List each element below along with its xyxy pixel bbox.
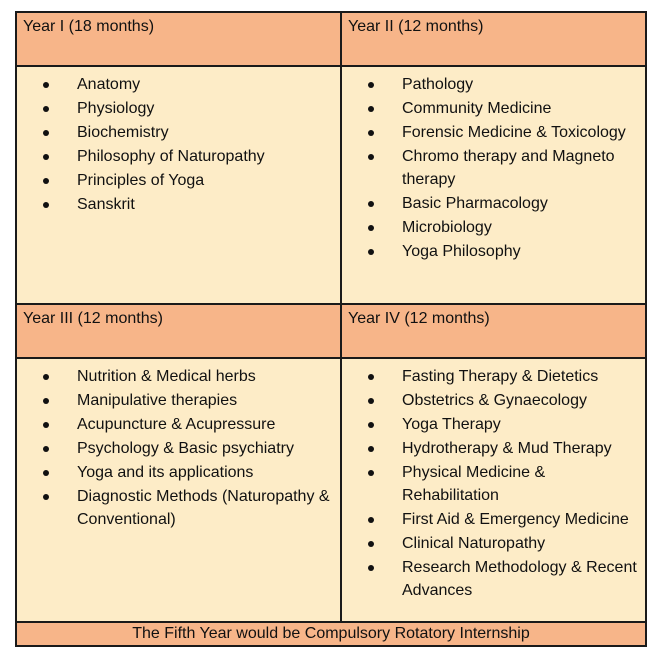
subject-name: Microbiology xyxy=(402,219,492,236)
list-item xyxy=(368,556,641,602)
list-item xyxy=(368,145,641,191)
subject-name: Biochemistry xyxy=(77,124,169,141)
year-2-subjects xyxy=(341,66,646,304)
bullet-icon xyxy=(368,249,374,255)
list-item xyxy=(43,437,336,460)
list-item xyxy=(368,121,641,144)
subject-name: Yoga Therapy xyxy=(402,416,501,433)
bullet-icon xyxy=(43,202,49,208)
bullet-icon xyxy=(43,154,49,160)
bullet-icon xyxy=(43,82,49,88)
bullet-icon xyxy=(368,154,374,160)
list-item xyxy=(43,365,336,388)
list-item xyxy=(368,437,641,460)
table-row xyxy=(16,622,646,646)
list-item xyxy=(368,389,641,412)
subject-list xyxy=(342,359,645,602)
table-row xyxy=(16,12,646,66)
list-item xyxy=(368,240,641,263)
bullet-icon xyxy=(368,106,374,112)
bullet-icon xyxy=(368,130,374,136)
bullet-icon xyxy=(43,178,49,184)
subject-name: Hydrotherapy & Mud Therapy xyxy=(402,440,612,457)
curriculum-table xyxy=(15,11,647,647)
subject-name: Psychology & Basic psychiatry xyxy=(77,440,294,457)
bullet-icon xyxy=(43,470,49,476)
table-row xyxy=(16,358,646,622)
subject-name: Clinical Naturopathy xyxy=(402,535,546,552)
bullet-icon xyxy=(368,225,374,231)
bullet-icon xyxy=(368,374,374,380)
year-3-subjects xyxy=(16,358,341,622)
subject-name: Community Medicine xyxy=(402,100,552,117)
subject-name: Diagnostic Methods (Naturopathy & Conventional) xyxy=(77,488,330,528)
bullet-icon xyxy=(368,565,374,571)
subject-list xyxy=(342,67,645,263)
subject-name: Forensic Medicine & Toxicology xyxy=(402,124,626,141)
list-item xyxy=(368,216,641,239)
subject-name: Basic Pharmacology xyxy=(402,195,548,212)
subject-name: Principles of Yoga xyxy=(77,172,205,189)
bullet-icon xyxy=(368,470,374,476)
subject-list xyxy=(17,359,340,531)
table-row xyxy=(16,66,646,304)
list-item xyxy=(368,97,641,120)
list-item xyxy=(43,413,336,436)
list-item xyxy=(368,508,641,531)
subject-name: Nutrition & Medical herbs xyxy=(77,368,256,385)
subject-name: Chromo therapy and Magneto therapy xyxy=(402,148,615,188)
bullet-icon xyxy=(368,422,374,428)
subject-name: Yoga Philosophy xyxy=(402,243,521,260)
list-item xyxy=(43,97,336,120)
subject-name: Physiology xyxy=(77,100,155,117)
subject-name: First Aid & Emergency Medicine xyxy=(402,511,629,528)
year-4-heading: Year IV (12 months) xyxy=(341,304,646,358)
bullet-icon xyxy=(43,374,49,380)
subject-name: Acupuncture & Acupressure xyxy=(77,416,276,433)
bullet-icon xyxy=(368,82,374,88)
subject-name: Research Methodology & Recent Advances xyxy=(402,559,637,599)
list-item xyxy=(43,461,336,484)
table-row xyxy=(16,304,646,358)
list-item xyxy=(43,389,336,412)
list-item xyxy=(43,169,336,192)
list-item xyxy=(368,73,641,96)
year-3-heading: Year III (12 months) xyxy=(16,304,341,358)
subject-name: Pathology xyxy=(402,76,474,93)
bullet-icon xyxy=(368,541,374,547)
list-item xyxy=(368,365,641,388)
subject-list xyxy=(17,67,340,216)
list-item xyxy=(368,192,641,215)
bullet-icon xyxy=(43,422,49,428)
bullet-icon xyxy=(43,494,49,500)
year-4-subjects xyxy=(341,358,646,622)
subject-name: Physical Medicine & Rehabilitation xyxy=(402,464,546,504)
list-item xyxy=(43,485,336,531)
bullet-icon xyxy=(368,201,374,207)
bullet-icon xyxy=(368,398,374,404)
subject-name: Anatomy xyxy=(77,76,141,93)
subject-name: Philosophy of Naturopathy xyxy=(77,148,265,165)
list-item xyxy=(43,73,336,96)
list-item xyxy=(43,193,336,216)
internship-note: The Fifth Year would be Compulsory Rotatory Internship xyxy=(16,622,646,646)
year-1-subjects xyxy=(16,66,341,304)
subject-name: Yoga and its applications xyxy=(77,464,254,481)
bullet-icon xyxy=(368,446,374,452)
list-item xyxy=(43,121,336,144)
list-item xyxy=(368,461,641,507)
subject-name: Manipulative therapies xyxy=(77,392,238,409)
subject-name: Sanskrit xyxy=(77,196,135,213)
bullet-icon xyxy=(368,517,374,523)
bullet-icon xyxy=(43,130,49,136)
bullet-icon xyxy=(43,106,49,112)
year-2-heading: Year II (12 months) xyxy=(341,12,646,66)
year-1-heading: Year I (18 months) xyxy=(16,12,341,66)
list-item xyxy=(368,532,641,555)
bullet-icon xyxy=(43,398,49,404)
subject-name: Fasting Therapy & Dietetics xyxy=(402,368,599,385)
list-item xyxy=(368,413,641,436)
subject-name: Obstetrics & Gynaecology xyxy=(402,392,587,409)
list-item xyxy=(43,145,336,168)
bullet-icon xyxy=(43,446,49,452)
